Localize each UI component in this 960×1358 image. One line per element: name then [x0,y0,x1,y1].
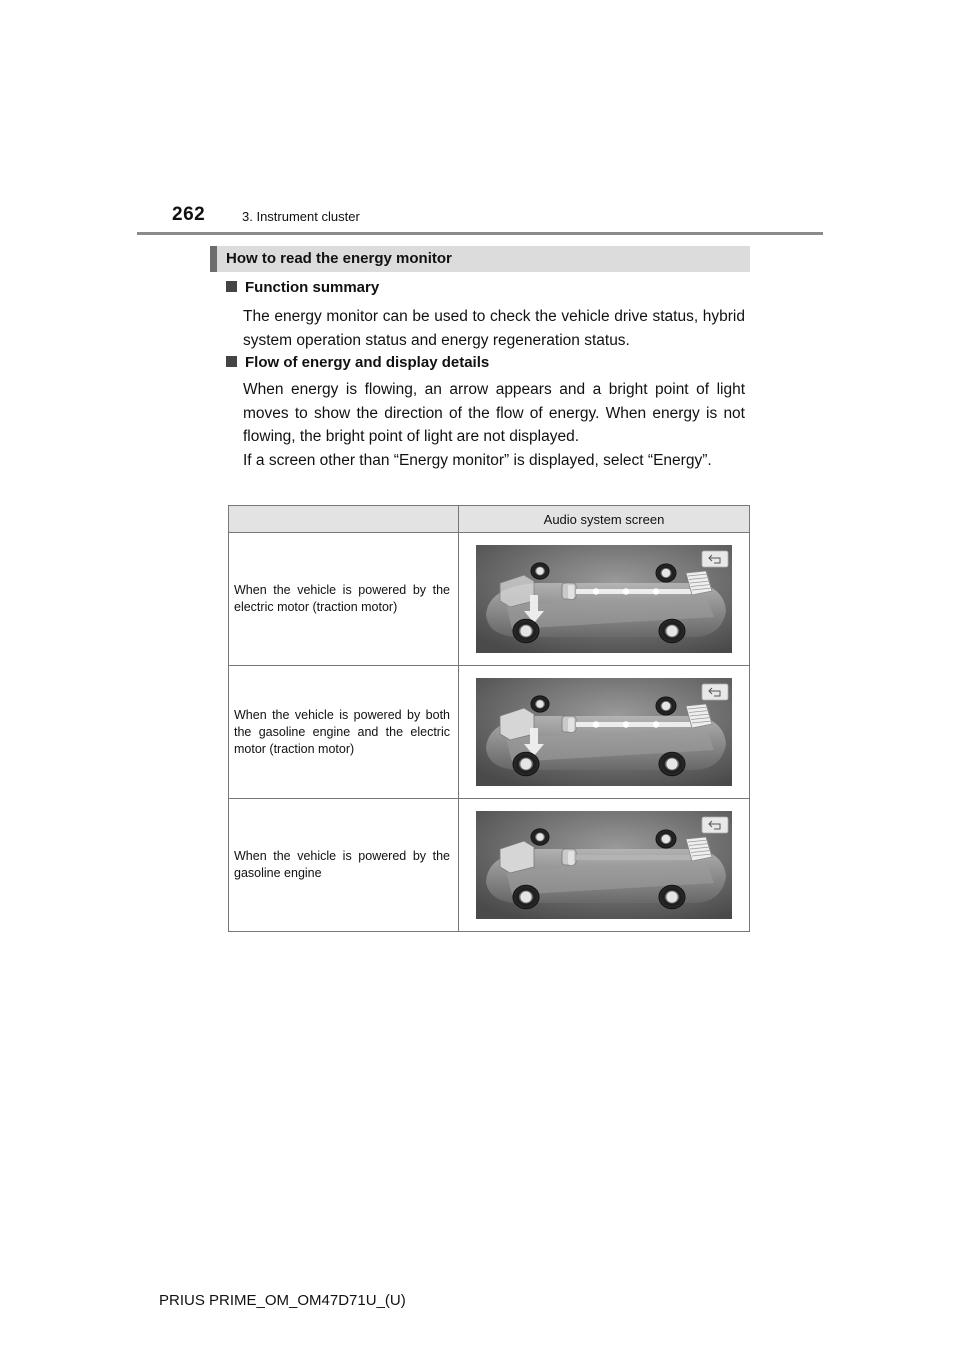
table-row [229,799,750,932]
motor-unit-part [568,718,574,732]
screen-cell [459,533,750,666]
subhead-label: Function summary [245,279,380,296]
motor-unit-part [568,851,574,865]
energy-light-point [593,588,599,594]
wheel-hub [536,567,544,575]
table-row [229,666,750,799]
flow-body-1: When energy is flowing, an arrow appears and a bright point of light moves to show the direction of the flow of energy. When energy is not flowing, the bright point of light are not displayed. [243,381,745,445]
section-title: How to read the energy monitor [226,250,452,267]
table-row [229,533,750,666]
wheel-hub [662,835,671,844]
wheel-hub [520,758,532,770]
wheel-hub [520,625,532,637]
page-number: 262 [172,204,206,225]
footer-code: PRIUS PRIME_OM_OM47D71U_(U) [159,1292,406,1309]
function-summary-body: The energy monitor can be used to check the vehicle drive status, hybrid system operation status and energy regeneration status. [243,308,745,349]
wheel-hub [666,891,678,903]
square-bullet-icon [226,281,237,292]
energy-light-point [593,721,599,727]
energy-light-point [623,721,629,727]
back-button[interactable] [702,551,728,567]
wheel-hub [536,700,544,708]
section-bar [210,246,750,272]
wheel-hub [536,833,544,841]
energy-flow-line [576,855,694,860]
table-header-blank [229,506,459,533]
screen-cell [459,666,750,799]
wheel-hub [666,625,678,637]
back-button[interactable] [702,817,728,833]
subhead-label: Flow of energy and display details [245,354,490,371]
flow-body-2: If a screen other than “Energy monitor” is displayed, select “Energy”. [243,452,712,469]
wheel-hub [662,569,671,578]
energy-light-point [653,721,659,727]
wheel-hub [662,702,671,711]
energy-monitor-gasoline-image [476,811,732,919]
energy-monitor-both-image [476,678,732,786]
wheel-hub [666,758,678,770]
table-header-audio-screen: Audio system screen [459,506,750,533]
chapter-title: 3. Instrument cluster [242,209,360,224]
wheel-hub [520,891,532,903]
subhead-flow [226,354,489,371]
screen-cell [459,799,750,932]
energy-monitor-electric-image [476,545,732,653]
subhead-function-summary [226,279,379,296]
energy-monitor-table [228,505,750,932]
motor-unit-part [568,585,574,599]
energy-light-point [653,588,659,594]
table-header-row [229,506,750,533]
row-description: When the vehicle is powered by the electric motor (traction motor) [229,533,459,666]
energy-light-point [623,588,629,594]
row-description: When the vehicle is powered by both the gasoline engine and the electric motor (traction motor) [229,666,459,799]
back-button[interactable] [702,684,728,700]
square-bullet-icon [226,356,237,367]
header-rule [137,232,823,235]
row-description: When the vehicle is powered by the gasoline engine [229,799,459,932]
